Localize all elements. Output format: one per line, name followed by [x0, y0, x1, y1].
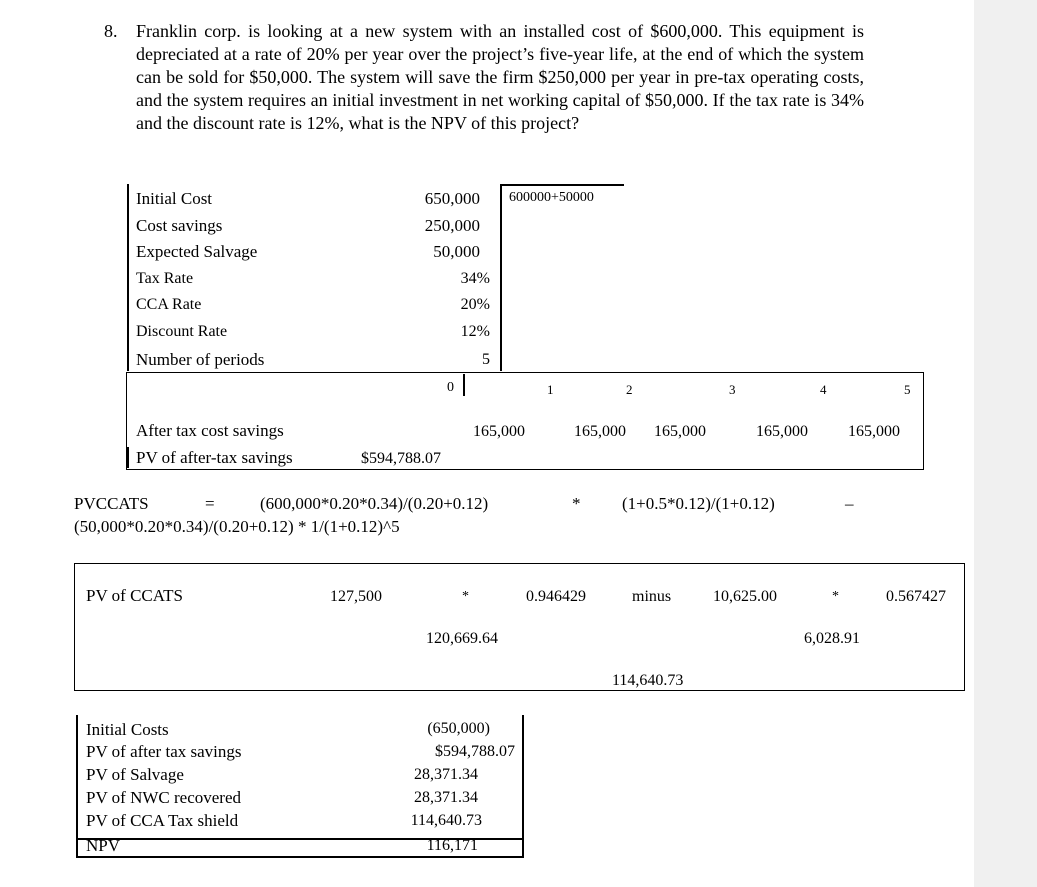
npv-row-label-salvage: PV of Salvage — [86, 765, 184, 784]
period-2: 2 — [626, 382, 633, 397]
formula-part-1: (600,000*0.20*0.34)/(0.20+0.12) — [260, 494, 489, 513]
problem-statement — [104, 20, 864, 135]
input-label-discount-rate: Discount Rate — [136, 323, 228, 340]
ccats-operator-2: minus — [632, 588, 672, 605]
period-0: 0 — [447, 380, 454, 395]
ccats-value-1: 127,500 — [330, 588, 382, 605]
after-tax-savings-4: 165,000 — [756, 423, 808, 440]
input-label-initial-cost: Initial Cost — [136, 189, 213, 208]
after-tax-savings-1: 165,000 — [473, 423, 525, 440]
input-label-cost-savings: Cost savings — [136, 216, 223, 235]
after-tax-savings-2: 165,000 — [574, 423, 626, 440]
npv-row-value-cca-tax-shield: 114,640.73 — [410, 812, 482, 829]
input-value-initial-cost: 650,000 — [424, 189, 480, 208]
formula-minus: – — [845, 494, 854, 513]
formula-star: * — [572, 494, 581, 513]
after-tax-savings-label: After tax cost savings — [136, 421, 284, 440]
formula-part-2: (1+0.5*0.12)/(1+0.12) — [622, 494, 775, 513]
ccats-operator-1: * — [462, 589, 469, 604]
after-tax-savings-3: 165,000 — [654, 423, 706, 440]
ccats-label: PV of CCATS — [86, 586, 183, 605]
npv-row-value-initial-costs: (650,000) — [427, 720, 490, 737]
problem-number: 8. — [104, 21, 118, 41]
period-4: 4 — [820, 382, 827, 397]
pv-after-tax-savings-value: $594,788.07 — [361, 450, 441, 467]
npv-row-label-initial-costs: Initial Costs — [86, 720, 169, 739]
input-value-cost-savings: 250,000 — [424, 216, 480, 235]
ccats-result-1: 120,669.64 — [426, 630, 498, 647]
ccats-value-3: 10,625.00 — [713, 588, 777, 605]
npv-row-value-nwc-recovered: 28,371.34 — [414, 789, 478, 806]
problem-text: Franklin corp. is looking at a new system with an installed cost of $600,000. This equipment is depreciated at a rate of 20% per year over the project’s five-year life, at the end of which the system can be sold for $50,000. The system will save the firm $250,000 per year in pre-tax operating costs, and the system requires an initial investment in net working capital of $50,000. If the tax rate is 34% and the discount rate is 12%, what is the NPV of this project? — [136, 21, 864, 133]
period-1: 1 — [547, 382, 554, 397]
ccats-box — [74, 563, 965, 691]
formula-label: PVCCATS — [74, 494, 149, 513]
npv-row-label-after-tax-savings: PV of after tax savings — [86, 742, 242, 761]
formula-equals: = — [205, 494, 215, 513]
input-label-number-of-periods: Number of periods — [136, 350, 265, 369]
input-label-expected-salvage: Expected Salvage — [136, 242, 258, 261]
formula-line-2: (50,000*0.20*0.34)/(0.20+0.12) * 1/(1+0.12)^5 — [74, 517, 400, 536]
npv-row-label-nwc-recovered: PV of NWC recovered — [86, 788, 242, 807]
ccats-result-2: 6,028.91 — [804, 630, 860, 647]
ccats-value-2: 0.946429 — [526, 588, 586, 605]
input-value-expected-salvage: 50,000 — [433, 242, 480, 261]
npv-row-value-after-tax-savings: $594,788.07 — [435, 743, 515, 760]
input-value-cca-rate: 20% — [460, 296, 490, 313]
right-margin-strip — [974, 0, 1037, 887]
input-label-tax-rate: Tax Rate — [136, 270, 194, 287]
ccats-value-4: 0.567427 — [886, 588, 946, 605]
period-zero-divider — [463, 374, 465, 396]
input-value-discount-rate: 12% — [460, 323, 490, 340]
input-label-cca-rate: CCA Rate — [136, 296, 202, 313]
input-value-tax-rate: 34% — [460, 270, 490, 287]
ccats-operator-3: * — [832, 589, 839, 604]
ccats-total: 114,640.73 — [612, 672, 684, 689]
npv-row-value-salvage: 28,371.34 — [414, 766, 478, 783]
period-5: 5 — [904, 382, 911, 397]
input-value-number-of-periods: 5 — [482, 351, 490, 368]
initial-cost-note: 600000+50000 — [509, 190, 594, 205]
npv-label: NPV — [86, 836, 121, 855]
after-tax-savings-5: 165,000 — [848, 423, 900, 440]
npv-value: 116,171 — [426, 837, 478, 854]
npv-row-label-cca-tax-shield: PV of CCA Tax shield — [86, 811, 239, 830]
period-3: 3 — [729, 382, 736, 397]
pv-after-tax-savings-label: PV of after-tax savings — [136, 448, 293, 467]
